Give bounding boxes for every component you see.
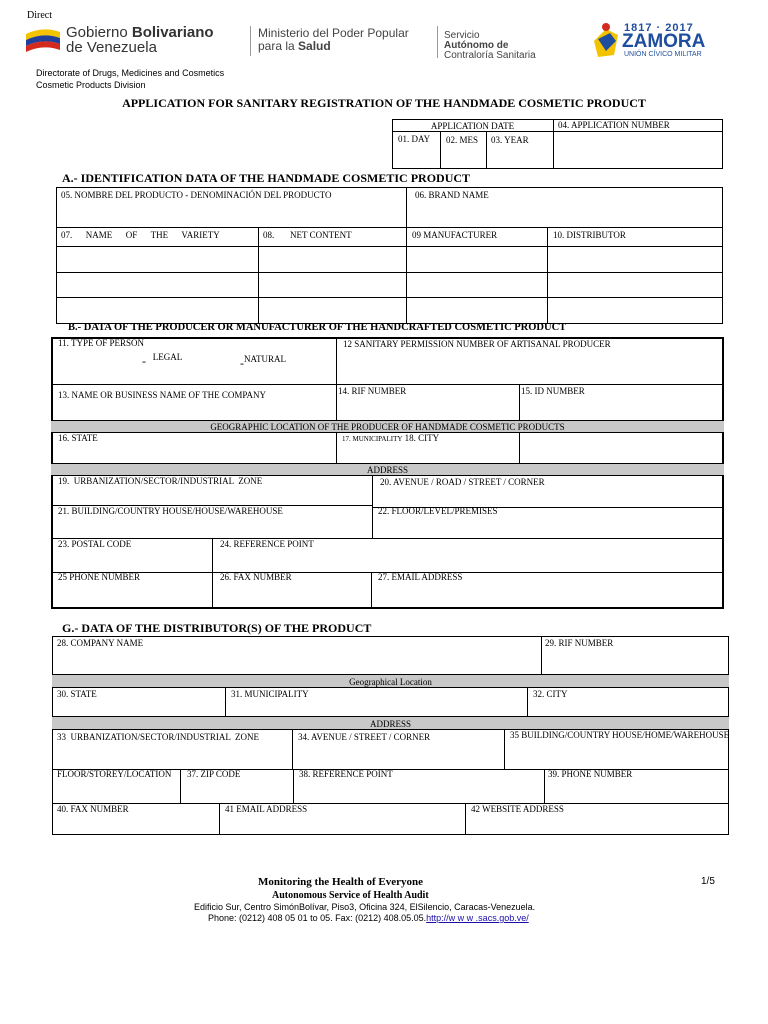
field-30-label: 30. STATE xyxy=(57,689,97,699)
field-40-label: 40. FAX NUMBER xyxy=(57,804,129,814)
service-logo-text: Servicio Autónomo de Contraloría Sanitaria xyxy=(444,30,536,61)
legal-label: - LEGAL xyxy=(142,352,183,368)
field-38-label: 38. REFERENCE POINT xyxy=(299,769,393,779)
field-13-label: 13. NAME OR BUSINESS NAME OF THE COMPANY xyxy=(58,390,267,400)
field-22-label: 22. FLOOR/LEVEL/PREMISES xyxy=(378,506,498,516)
section-b-title: B.- DATA OF THE PRODUCER OR MANUFACTURER OF THE HANDCRAFTED COSMETIC PRODUCT xyxy=(68,322,567,333)
field-41-label: 41 EMAIL ADDRESS xyxy=(225,804,308,814)
section-a-title: A.- IDENTIFICATION DATA OF THE HANDMADE COSMETIC PRODUCT xyxy=(62,171,471,185)
zamora-name: ZAMORA xyxy=(622,31,706,52)
field-32-label: 32. CITY xyxy=(533,689,568,699)
field-15-label: 15. ID NUMBER xyxy=(521,386,585,396)
footer-phone: Phone: (0212) 408 05 01 to 05. Fax: (0212) 408.05.05.http://w w w .sacs.gob.ve/ xyxy=(208,913,529,923)
distributor-address-header: ADDRESS xyxy=(52,716,729,730)
application-number-label: 04. APPLICATION NUMBER xyxy=(558,120,670,130)
field-39-label: 39. PHONE NUMBER xyxy=(548,769,633,779)
field-19-label: 19. URBANIZATION/SECTOR/INDUSTRIAL ZONE xyxy=(58,476,263,486)
field-27-label: 27. EMAIL ADDRESS xyxy=(378,572,463,582)
zamora-sub: UNIÓN CÍVICO MILITAR xyxy=(624,51,702,58)
floor-label: FLOOR/STOREY/LOCATION xyxy=(57,769,172,779)
field-17-18-label: 17. MUNICIPALITY 18. CITY xyxy=(342,433,440,443)
application-date-label: APPLICATION DATE xyxy=(430,121,515,131)
field-37-label: 37. ZIP CODE xyxy=(187,769,241,779)
field-12-label: 12 SANITARY PERMISSION NUMBER OF ARTISANAL PRODUCER xyxy=(343,339,611,349)
day-label: 01. DAY xyxy=(398,134,431,144)
page-number: 1/5 xyxy=(701,876,715,887)
field-26-label: 26. FAX NUMBER xyxy=(220,572,292,582)
zamora-emblem-icon xyxy=(588,21,624,61)
field-35-label: 35 BUILDING/COUNTRY HOUSE/HOME/WAREHOUSE xyxy=(510,730,730,740)
field-16-label: 16. STATE xyxy=(58,433,98,443)
year-label: 03. YEAR xyxy=(491,135,529,145)
zamora-years: 1817 · 2017 xyxy=(624,22,694,34)
footer-address: Edificio Sur, Centro SimónBolívar, Piso3, Oficina 324, ElSilencio, Caracas-Venezuela. xyxy=(194,902,536,912)
field-07-label: 07. NAME OF THE VARIETY xyxy=(61,230,220,240)
field-11-label: 11. TYPE OF PERSON xyxy=(58,338,145,348)
field-33-label: 33 URBANIZATION/SECTOR/INDUSTRIAL ZONE xyxy=(57,732,259,742)
natural-label: -NATURAL xyxy=(240,354,286,370)
distributor-geo-header: Geographical Location xyxy=(52,674,729,688)
field-31-label: 31. MUNICIPALITY xyxy=(231,689,309,699)
field-42-label: 42 WEBSITE ADDRESS xyxy=(471,804,564,814)
field-24-label: 24. REFERENCE POINT xyxy=(220,539,314,549)
page-title: APPLICATION FOR SANITARY REGISTRATION OF THE HANDMADE COSMETIC PRODUCT xyxy=(122,96,646,110)
field-23-label: 23. POSTAL CODE xyxy=(58,539,132,549)
section-g-title: G.- DATA OF THE DISTRIBUTOR(S) OF THE PRODUCT xyxy=(62,621,372,635)
field-14-label: 14. RIF NUMBER xyxy=(338,386,407,396)
field-09-label: 09 MANUFACTURER xyxy=(412,230,498,240)
field-21-label: 21. BUILDING/COUNTRY HOUSE/HOUSE/WAREHOUSE xyxy=(58,506,283,516)
field-29-label: 29. RIF NUMBER xyxy=(545,638,614,648)
footer-service: Autonomous Service of Health Audit xyxy=(272,890,429,901)
address-header: ADDRESS xyxy=(51,463,724,476)
footer-motto: Monitoring the Health of Everyone xyxy=(258,876,423,888)
geo-location-header: GEOGRAPHIC LOCATION OF THE PRODUCER OF HANDMADE COSMETIC PRODUCTS xyxy=(51,420,724,433)
field-34-label: 34. AVENUE / STREET / CORNER xyxy=(298,732,431,742)
field-08-label: 08. NET CONTENT xyxy=(263,230,352,240)
field-28-label: 28. COMPANY NAME xyxy=(57,638,144,648)
field-10-label: 10. DISTRIBUTOR xyxy=(553,230,626,240)
direct-label: Direct xyxy=(27,10,52,21)
field-25-label: 25 PHONE NUMBER xyxy=(58,572,141,582)
field-06-label: 06. BRAND NAME xyxy=(415,190,489,200)
ministry-logo-text: Ministerio del Poder Popular para la Salud xyxy=(258,26,409,53)
month-label: 02. MES xyxy=(446,135,479,145)
field-20-label: 20. AVENUE / ROAD / STREET / CORNER xyxy=(380,477,545,487)
venezuela-flag-icon xyxy=(24,24,62,54)
gov-logo-text: Gobierno Bolivariano de Venezuela xyxy=(66,24,214,56)
field-05-label: 05. NOMBRE DEL PRODUCTO - DENOMINACIÓN DEL PRODUCTO xyxy=(61,190,332,200)
directorate-text: Directorate of Drugs, Medicines and Cosmetics Cosmetic Products Division xyxy=(36,68,225,90)
website-link[interactable]: http://w w w .sacs.gob.ve/ xyxy=(426,913,529,923)
